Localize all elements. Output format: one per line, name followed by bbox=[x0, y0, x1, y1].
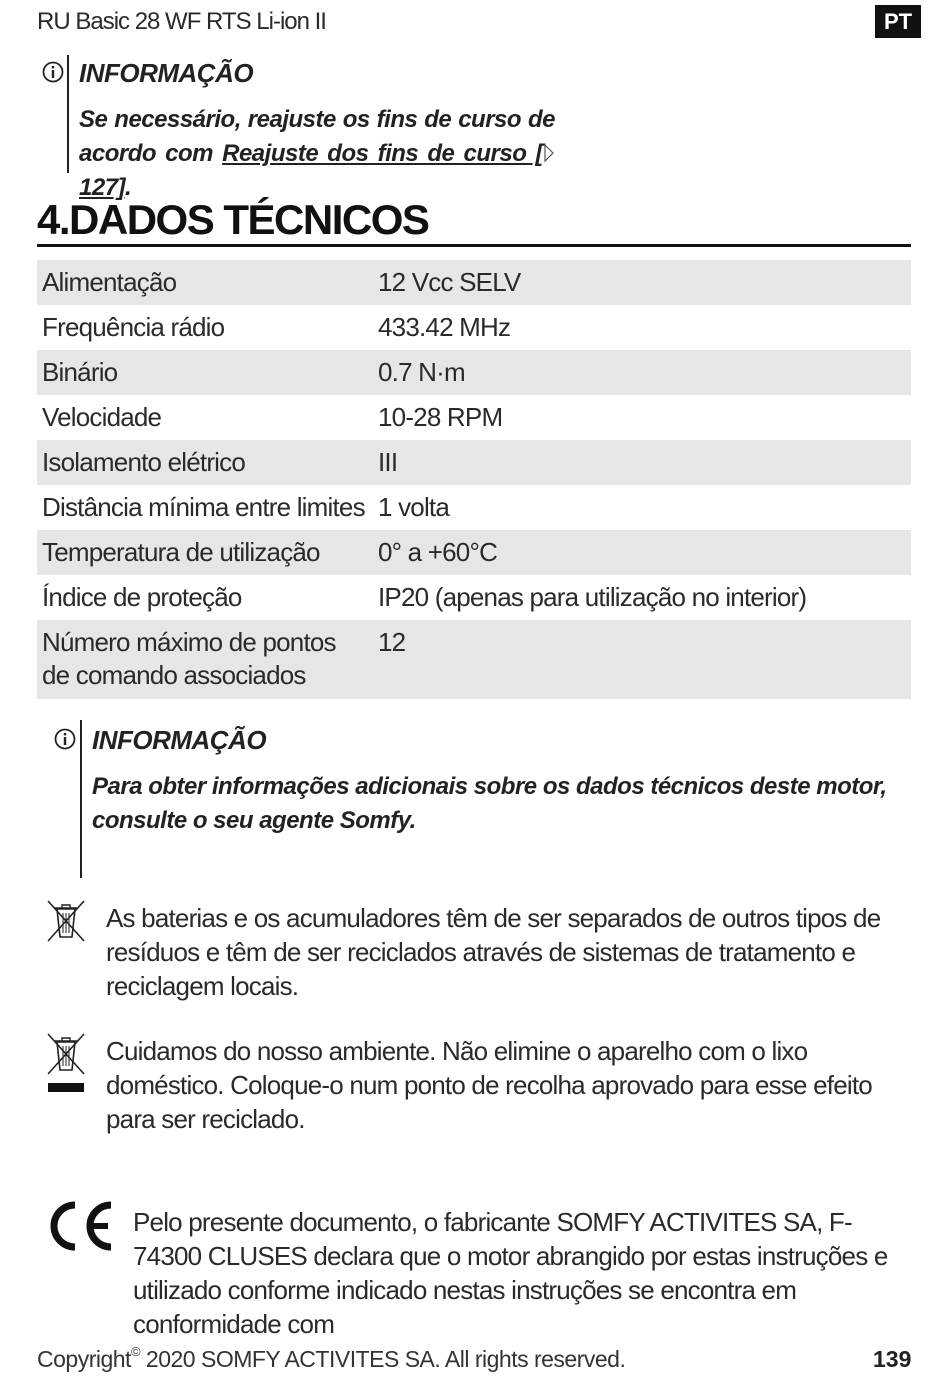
document-title: RU Basic 28 WF RTS Li-ion II bbox=[37, 8, 326, 35]
page-number: 139 bbox=[873, 1346, 912, 1372]
spec-value: 10-28 RPM bbox=[378, 402, 503, 432]
spec-value: 12 Vcc SELV bbox=[373, 260, 911, 305]
table-row bbox=[37, 485, 911, 530]
spec-label: Número máximo de pontos de comando associados bbox=[37, 620, 373, 699]
spec-label: Distância mínima entre limites bbox=[42, 492, 365, 522]
table-row bbox=[37, 575, 911, 620]
info-text-start: Se necessário, reajuste os fins de curso de acordo com bbox=[79, 106, 555, 167]
language-badge: PT bbox=[875, 5, 921, 38]
table-row bbox=[37, 620, 911, 699]
table-row bbox=[37, 260, 911, 305]
info-title: INFORMAÇÃO bbox=[79, 58, 254, 88]
spec-value: 433.42 MHz bbox=[378, 312, 511, 342]
spec-label: Temperatura de utilização bbox=[37, 530, 373, 575]
spec-label: Alimentação bbox=[37, 260, 373, 305]
table-row bbox=[37, 530, 911, 575]
page-arrow-icon bbox=[543, 140, 555, 167]
footer-copyright: Copyright© 2020 SOMFY ACTIVITES SA. All rights reserved. bbox=[37, 1344, 626, 1372]
table-row bbox=[37, 440, 911, 485]
spec-value: 12 bbox=[373, 620, 911, 699]
info-icon bbox=[54, 728, 76, 755]
crossed-bin-icon bbox=[44, 897, 88, 948]
spec-value: 1 volta bbox=[378, 492, 450, 522]
info-text: Para obter informações adicionais sobre os dados técnicos deste motor, consulte o seu agente Somfy. bbox=[92, 773, 887, 834]
spec-value: 0° a +60°C bbox=[373, 530, 911, 575]
info-box-limits bbox=[38, 55, 568, 201]
technical-data-table bbox=[37, 260, 911, 699]
info-divider bbox=[67, 55, 69, 173]
spec-label: Binário bbox=[37, 350, 373, 395]
spec-value: III bbox=[373, 440, 911, 485]
spec-label: Velocidade bbox=[42, 402, 162, 432]
spec-value: IP20 (apenas para utilização no interior) bbox=[378, 582, 807, 612]
spec-label: Índice de proteção bbox=[42, 582, 242, 612]
environment-notice: Cuidamos do nosso ambiente. Não elimine o aparelho com o lixo doméstico. Coloque-o num ponto de recolha aprovado para esse efeito para ser reciclado. bbox=[106, 1036, 872, 1134]
spec-value: 0.7 N·m bbox=[373, 350, 911, 395]
conformity-declaration: Pelo presente documento, o fabricante SOMFY ACTIVITES SA, F-74300 CLUSES declara que o motor abrangido por estas instruções e utilizado conforme indicado nestas instruções se encontra em conformidade com bbox=[133, 1207, 888, 1339]
info-text-end: . bbox=[125, 174, 132, 201]
spec-label: Frequência rádio bbox=[42, 312, 225, 342]
heading-rule bbox=[37, 244, 911, 247]
info-divider bbox=[80, 720, 82, 878]
info-title: INFORMAÇÃO bbox=[92, 725, 267, 755]
info-box-somfy-agent bbox=[52, 720, 912, 878]
table-row bbox=[37, 350, 911, 395]
batteries-recycling-notice: As baterias e os acumuladores têm de ser separados de outros tipos de resíduos e têm de ser reciclados através de sistemas de tratamento e reciclagem locais. bbox=[106, 903, 881, 1001]
section-heading: 4.DADOS TÉCNICOS bbox=[37, 196, 429, 243]
info-text bbox=[79, 103, 555, 205]
limit-adjust-link[interactable]: Reajuste dos fins de curso [ 127] bbox=[79, 140, 555, 201]
table-row bbox=[37, 395, 911, 440]
info-icon bbox=[42, 61, 64, 88]
crossed-bin-weee-icon bbox=[44, 1030, 88, 1101]
table-row bbox=[37, 305, 911, 350]
spec-label: Isolamento elétrico bbox=[37, 440, 373, 485]
ce-mark-icon bbox=[45, 1201, 117, 1256]
